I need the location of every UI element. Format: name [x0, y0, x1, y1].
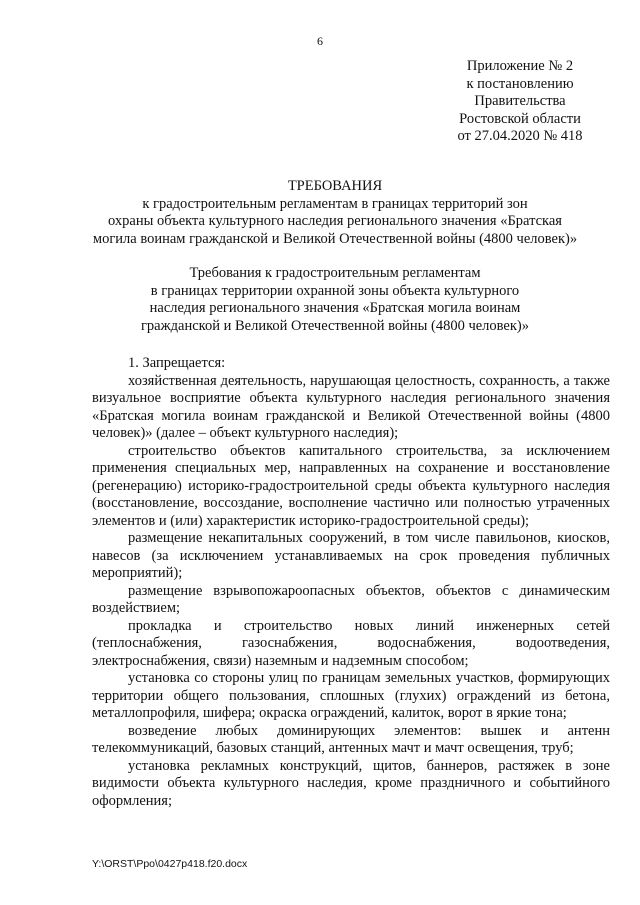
- heading-line: могила воинам гражданской и Великой Отечественной войны (4800 человек)»: [92, 230, 578, 247]
- clause-item: размещение некапитальных сооружений, в том числе павильонов, киосков, навесов (за исключением устанавливаемых на срок проведения публичных мероприятий);: [92, 530, 610, 581]
- document-title: ТРЕБОВАНИЯ: [287, 178, 383, 194]
- heading-line: к градостроительным регламентам в границах территорий зон: [142, 195, 528, 212]
- section-heading-line: в границах территории охранной зоны объекта культурного: [150, 282, 520, 299]
- clause-item: возведение любых доминирующих элементов: вышек и антенн телекоммуникаций, базовых станций, антенных мачт и мачт освещения, труб;: [92, 722, 610, 756]
- clause-item: строительство объектов капитального строительства, за исключением применения специальных мер, направленных на сохранение и восстановление (регенерацию) историко-градостроительной среды объекта культурного наследия (восстановление, воссоздание, восполнение частично или полностью утраченных элементов и (или) характеристик историко-градостроительной среды);: [92, 442, 610, 529]
- appendix-block: [440, 58, 600, 146]
- heading-line: охраны объекта культурного наследия регионального значения «Братская: [108, 213, 562, 229]
- appendix-line: от 27.04.2020 № 418: [457, 128, 583, 144]
- clause-item: прокладка и строительство новых линий инженерных сетей (теплоснабжения, газоснабжения, водоснабжения, водоотведения, электроснабжения, связи) наземным и надземным способом;: [92, 617, 610, 669]
- section-heading-line: Требования к градостроительным регламентам: [189, 265, 481, 281]
- clause-item: установка со стороны улиц по границам земельных участков, формирующих территории общего пользования, сплошных (глухих) ограждений из бетона, металлопрофиля, шифера; окраска ограждений, калиток, ворот в яркие тона;: [92, 670, 610, 721]
- appendix-line: Правительства: [474, 93, 566, 109]
- appendix-line: Приложение № 2: [466, 58, 574, 74]
- appendix-line: к постановлению: [466, 75, 574, 92]
- clause-heading: 1. Запрещается:: [128, 355, 226, 371]
- section-heading: [70, 265, 600, 335]
- appendix-line: Ростовской области: [459, 110, 581, 127]
- section-heading-line: наследия регионального значения «Братская могила воинам: [149, 300, 521, 316]
- section-heading-line: гражданской и Великой Отечественной войны (4800 человек)»: [140, 317, 529, 334]
- document-body: [92, 355, 610, 810]
- file-path-footer: Y:\ORST\Ppo\0427p418.f20.docx: [92, 858, 248, 870]
- clause-item: размещение взрывопожароопасных объектов, объектов с динамическим воздействием;: [92, 582, 610, 616]
- page-number: 6: [317, 34, 323, 48]
- document-heading: [70, 178, 600, 248]
- clause-item: установка рекламных конструкций, щитов, баннеров, растяжек в зоне видимости объекта культурного наследия, кроме праздничного и событийного оформления;: [92, 757, 610, 809]
- clause-item: хозяйственная деятельность, нарушающая целостность, сохранность, а также визуальное восприятие объекта культурного наследия регионального значения «Братская могила воинам гражданской и Великой Отечественной войны (4800 человек)» (далее – объект культурного наследия);: [92, 372, 610, 441]
